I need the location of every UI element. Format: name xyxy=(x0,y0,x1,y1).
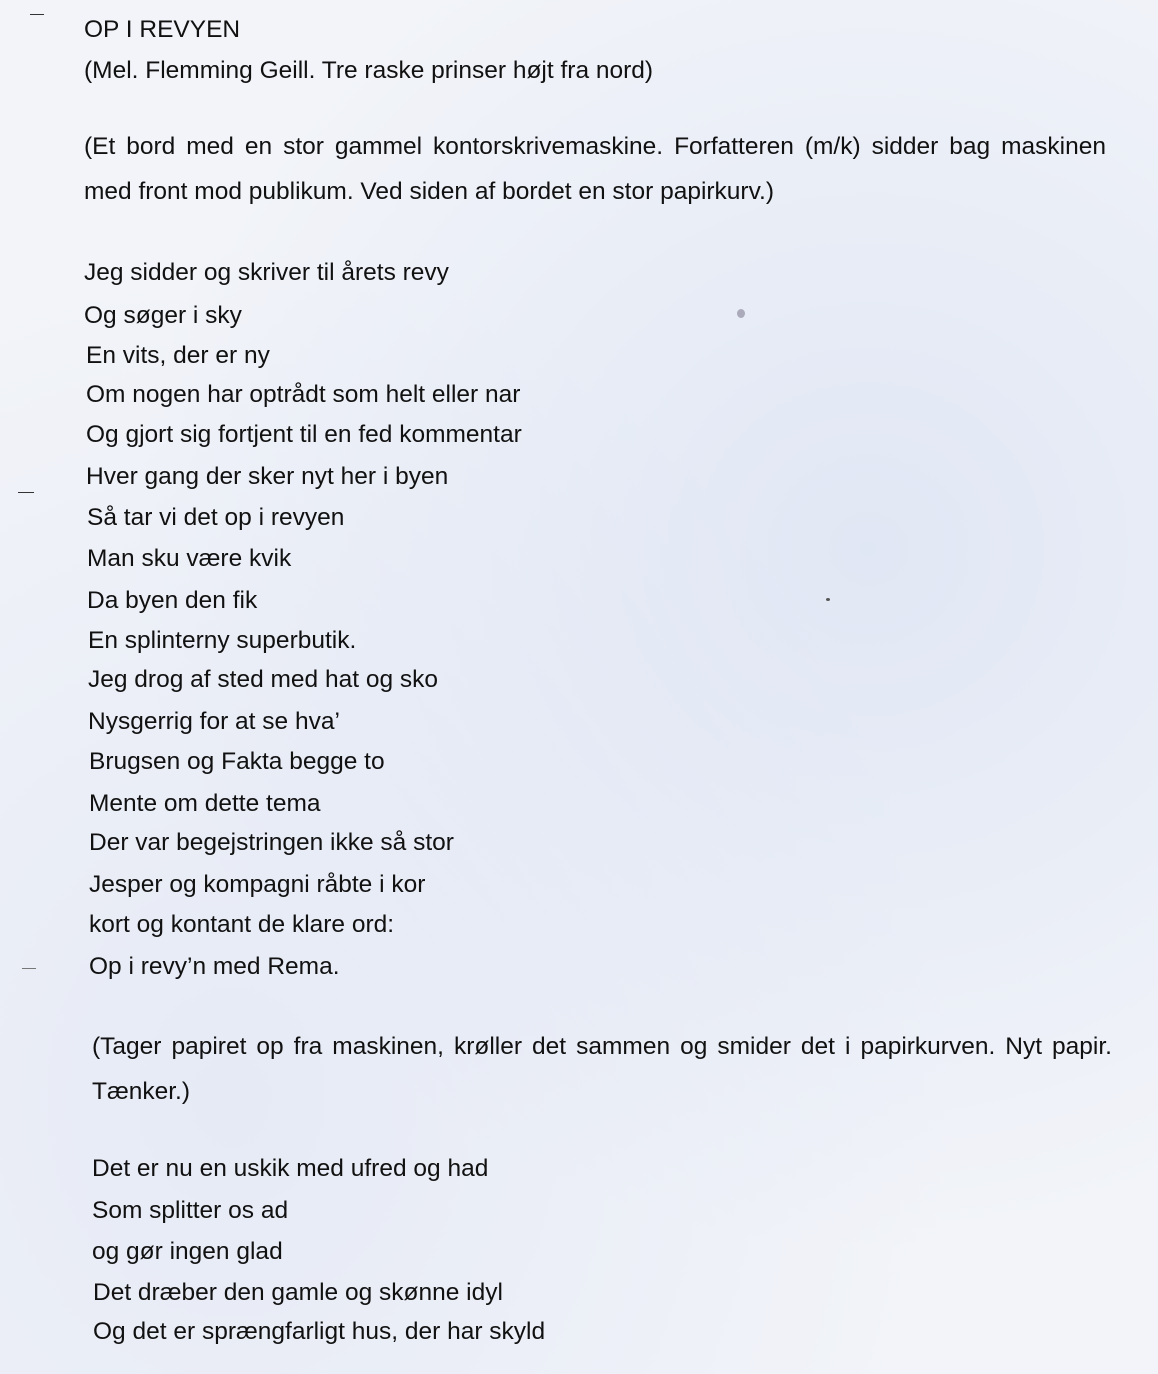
verse-line: En vits, der er ny xyxy=(86,342,270,369)
song-title: OP I REVYEN xyxy=(84,16,241,43)
scan-mark xyxy=(18,492,34,493)
verse-line: Så tar vi det op i revyen xyxy=(87,504,345,531)
verse-line: Som splitter os ad xyxy=(92,1197,289,1224)
verse-line: Nysgerrig for at se hva’ xyxy=(88,708,340,735)
verse-line: Om nogen har optrådt som helt eller nar xyxy=(86,381,521,408)
verse-line: Og søger i sky xyxy=(84,302,242,329)
scan-mark xyxy=(22,968,36,969)
verse-line: Man sku være kvik xyxy=(87,545,292,572)
verse-line: Der var begejstringen ikke så stor xyxy=(89,829,454,856)
verse-line: Op i revy’n med Rema. xyxy=(89,953,340,980)
verse-line: Jeg sidder og skriver til årets revy xyxy=(84,259,449,286)
verse-line: Hver gang der sker nyt her i byen xyxy=(86,463,449,490)
melody-note: (Mel. Flemming Geill. Tre raske prinser højt fra nord) xyxy=(84,57,654,84)
stage-direction-2: (Tager papiret op fra maskinen, krøller det sammen og smider det i papirkurven. Nyt papir. Tænker.) xyxy=(92,1033,1112,1105)
verse-line: og gør ingen glad xyxy=(92,1238,283,1265)
verse-line: Det er nu en uskik med ufred og had xyxy=(92,1155,489,1182)
verse-line: Mente om dette tema xyxy=(89,790,321,817)
paper-speck xyxy=(737,309,745,318)
verse-line: Og gjort sig fortjent til en fed kommentar xyxy=(86,421,522,448)
verse-line: Da byen den fik xyxy=(87,587,258,614)
scan-mark xyxy=(30,14,44,15)
verse-line: En splinterny superbutik. xyxy=(88,627,357,654)
verse-line: Jesper og kompagni råbte i kor xyxy=(89,871,426,898)
verse-line: Jeg drog af sted med hat og sko xyxy=(88,666,439,693)
stage-direction-1: (Et bord med en stor gammel kontorskrivemaskine. Forfatteren (m/k) sidder bag maskinen med front mod publikum. Ved siden af bordet en stor papirkurv.) xyxy=(84,133,1106,205)
verse-line: Brugsen og Fakta begge to xyxy=(89,748,385,775)
verse-line: kort og kontant de klare ord: xyxy=(89,911,395,938)
paper-speck xyxy=(826,598,830,601)
verse-line: Det dræber den gamle og skønne idyl xyxy=(93,1279,503,1306)
verse-line: Og det er sprængfarligt hus, der har skyld xyxy=(93,1318,546,1345)
